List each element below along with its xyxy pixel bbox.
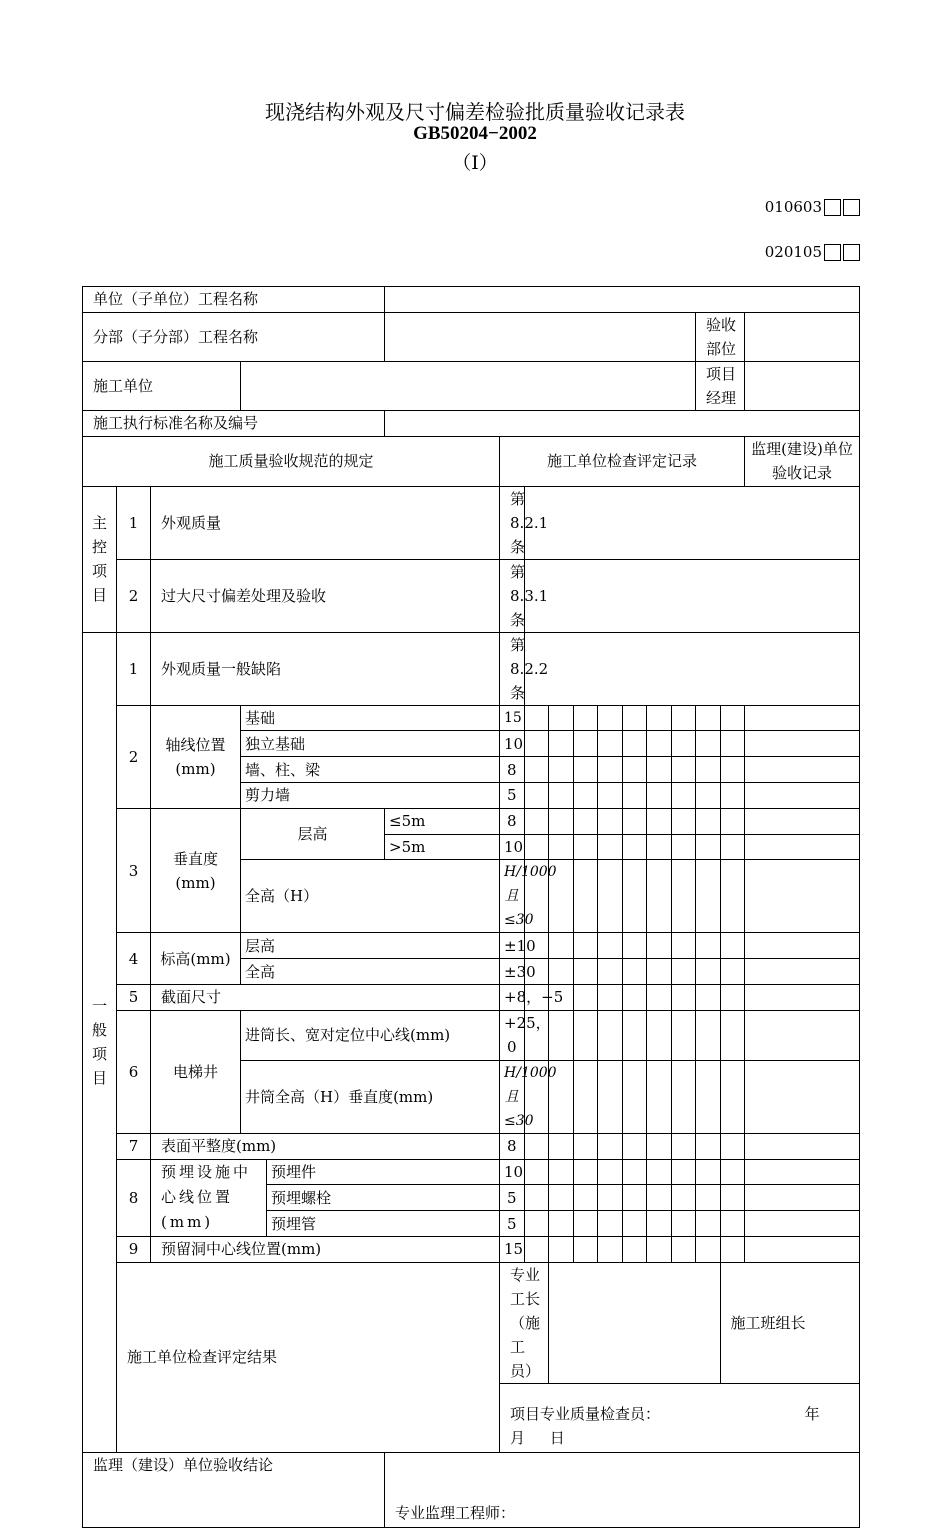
allowable-deviation: 8: [500, 1133, 525, 1159]
project-name-field[interactable]: [385, 287, 860, 313]
sub-item-name: 层高: [241, 808, 385, 860]
supervision-column-header: 监理(建设)单位验收记录: [745, 436, 860, 486]
sub-item-name: 井筒全高（H）垂直度(mm): [241, 1060, 500, 1133]
allowable-deviation: +8，−5: [500, 984, 525, 1010]
sub-item-name: 预埋件: [267, 1159, 500, 1185]
allowable-deviation: H/1000 且≤30: [500, 1060, 525, 1133]
sub-item-name: 全高（H）: [241, 860, 500, 933]
foreman-label: 专业工长（施工员）: [500, 1262, 549, 1383]
check-record-cell[interactable]: [524, 486, 860, 559]
item-name: 过大尺寸偏差处理及验收: [151, 559, 500, 632]
allowable-deviation: 10: [500, 731, 525, 757]
sub-item-name: 预埋螺栓: [267, 1185, 500, 1211]
sub-project-field[interactable]: [385, 312, 696, 361]
item-name: 外观质量一般缺陷: [151, 632, 500, 705]
acceptance-part-field[interactable]: [745, 312, 860, 361]
item-number: 3: [117, 808, 151, 933]
form-code-text: 020105: [764, 243, 822, 261]
allowable-deviation: 15: [500, 1236, 525, 1262]
item-name: 预留洞中心线位置(mm): [151, 1236, 500, 1262]
sub-item-name: 层高: [241, 933, 500, 959]
code-box[interactable]: [843, 199, 860, 216]
sub-item-name: 基础: [241, 705, 500, 731]
allowable-deviation: ±10: [500, 933, 525, 959]
item-number: 2: [117, 559, 151, 632]
inspector-label: 项目专业质量检查员：: [510, 1404, 661, 1423]
sub-item-name: ≤5m: [385, 808, 500, 834]
item-name: 轴线位置(mm): [151, 705, 241, 808]
item-name: 垂直度(mm): [151, 808, 241, 933]
sub-item-name: 进筒长、宽对定位中心线(mm): [241, 1010, 500, 1060]
allowable-deviation: 10: [500, 1159, 525, 1185]
code-box[interactable]: [824, 244, 841, 261]
conclusion-signature-area[interactable]: [385, 1452, 860, 1527]
check-column-header: 施工单位检查评定记录: [500, 436, 745, 486]
construction-unit-label: 施工单位: [83, 361, 241, 410]
result-label: 施工单位检查评定结果: [117, 1262, 500, 1452]
form-code-1: [765, 198, 860, 216]
standard-code: GB50204−2002: [413, 123, 537, 144]
allowable-deviation: 8: [500, 808, 525, 834]
sub-item-name: 全高: [241, 959, 500, 985]
sub-item-name: 预埋管: [267, 1211, 500, 1237]
spec-column-header: 施工质量验收规范的规定: [83, 436, 500, 486]
sub-item-name: 墙、柱、梁: [241, 757, 500, 783]
inspection-table: [82, 286, 860, 1528]
general-items-group-label: 一 般 项 目: [83, 632, 117, 1452]
item-name: 外观质量: [151, 486, 500, 559]
item-name: 截面尺寸: [151, 984, 500, 1010]
engineer-label: 专业监理工程师：: [395, 1503, 516, 1522]
form-title: 现浇结构外观及尺寸偏差检验批质量验收记录表: [265, 100, 685, 124]
form-code-text: 010603: [764, 198, 822, 216]
allowable-deviation: 15: [500, 705, 525, 731]
conclusion-label: 监理（建设）单位验收结论: [83, 1452, 385, 1527]
allowable-deviation: H/1000 且≤30: [500, 860, 525, 933]
project-manager-field[interactable]: [745, 361, 860, 410]
foreman-field[interactable]: [549, 1262, 721, 1383]
sub-item-name: 独立基础: [241, 731, 500, 757]
item-number: 5: [117, 984, 151, 1010]
allowable-deviation: 5: [500, 782, 525, 808]
result-signature-area[interactable]: [500, 1383, 860, 1452]
allowable-deviation: ±30: [500, 959, 525, 985]
allowable-deviation: +25，0: [500, 1010, 525, 1060]
allowable-deviation: 10: [500, 834, 525, 860]
item-number: 9: [117, 1236, 151, 1262]
allowable-deviation: 8: [500, 757, 525, 783]
form-code-2: [765, 243, 860, 261]
main-items-group-label: 主 控 项 目: [83, 486, 117, 632]
project-name-label: 单位（子单位）工程名称: [83, 287, 385, 313]
item-name: 电梯井: [151, 1010, 241, 1133]
item-reference: 第 8.2.1 条: [500, 486, 525, 559]
team-leader-label: 施工班组长: [720, 1262, 860, 1383]
item-number: 1: [117, 486, 151, 559]
item-reference: 第 8.3.1 条: [500, 559, 525, 632]
item-number: 7: [117, 1133, 151, 1159]
sub-project-label: 分部（子分部）工程名称: [83, 312, 385, 361]
sub-item-name: >5m: [385, 834, 500, 860]
item-name: 预埋设施中心线位置(mm): [151, 1159, 267, 1236]
check-record-cell[interactable]: [524, 632, 860, 705]
standard-field[interactable]: [385, 410, 860, 436]
acceptance-part-label: 验收部位: [696, 312, 745, 361]
check-record-cell[interactable]: [524, 559, 860, 632]
item-reference: 第 8.2.2 条: [500, 632, 525, 705]
code-box[interactable]: [824, 199, 841, 216]
construction-unit-field[interactable]: [241, 361, 696, 410]
item-number: 6: [117, 1010, 151, 1133]
standard-label: 施工执行标准名称及编号: [83, 410, 385, 436]
project-manager-label: 项目经理: [696, 361, 745, 410]
item-number: 2: [117, 705, 151, 808]
form-part: （Ⅰ）: [452, 152, 498, 174]
item-number: 1: [117, 632, 151, 705]
allowable-deviation: 5: [500, 1185, 525, 1211]
item-number: 8: [117, 1159, 151, 1236]
item-number: 4: [117, 933, 151, 985]
code-box[interactable]: [843, 244, 860, 261]
item-name: 标高(mm): [151, 933, 241, 985]
date-label: 年 月 日: [510, 1404, 830, 1447]
allowable-deviation: 5: [500, 1211, 525, 1237]
sub-item-name: 剪力墙: [241, 782, 500, 808]
item-name: 表面平整度(mm): [151, 1133, 500, 1159]
